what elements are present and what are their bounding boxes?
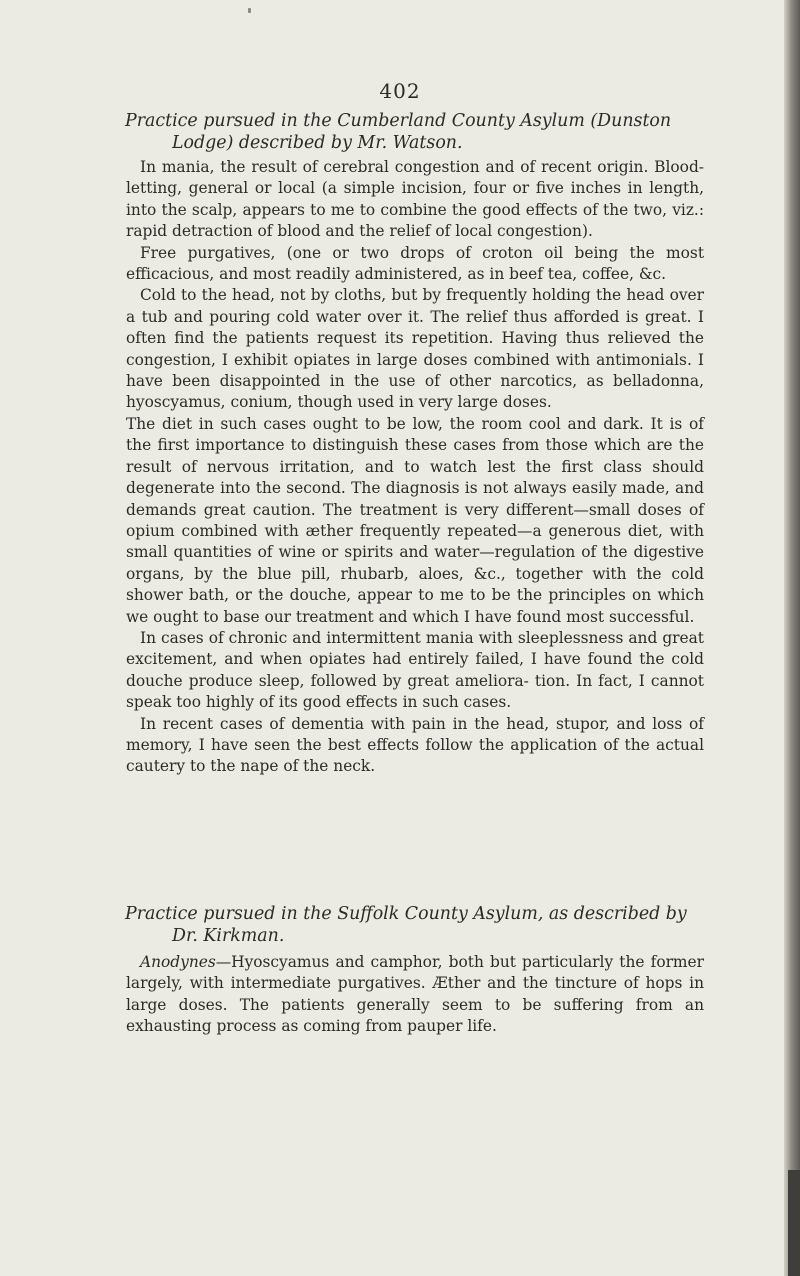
- paragraph-text: —Hyoscyamus and camphor, both but particularly the former largely, with intermediate purgatives. Æther and the tincture of hops in large doses. The patients generally seem to be suffering from an exhausting process as coming from pauper life.: [126, 953, 704, 1036]
- paragraph: In mania, the result of cerebral congestion and of recent origin. Blood-letting, general or local (a simple incision, four or five inches in length, into the scalp, appears to me to combine the good effects of the two, viz.: rapid detraction of blood and the relief of local congestion).: [126, 158, 704, 241]
- page-edge-dark: [788, 1170, 800, 1276]
- section-title-line: Lodge) described by Mr. Watson.: [172, 132, 463, 153]
- section-body-suffolk: [126, 952, 704, 1038]
- paragraph: [126, 952, 704, 1038]
- paragraph: In recent cases of dementia with pain in the head, stupor, and loss of memory, I have seen the best effects follow the application of the actual cautery to the nape of the neck.: [126, 714, 704, 776]
- paragraph: Free purgatives, (one or two drops of croton oil being the most efficacious, and most readily administered, as in beef tea, coffee, &c.: [126, 243, 704, 284]
- paragraph-lead: Anodynes: [140, 953, 216, 971]
- section-title-line: Practice pursued in the Cumberland County Asylum (Dunston: [125, 111, 672, 131]
- page-edge-shadow: [784, 0, 800, 1276]
- corner-mark: [248, 8, 251, 13]
- paragraph: Cold to the head, not by cloths, but by frequently holding the head over a tub and pouring cold water over it. The relief thus afforded is great. I often find the patients request its repetition. Having thus relieved the congestion, I exhibit opiates in large doses combined with antimonials. I have been disappointed in the use of other narcotics, as belladonna, hyoscyamus, conium, though used in very large doses.: [126, 286, 704, 412]
- section-title-cumberland: [125, 111, 705, 154]
- page-number: 402: [379, 79, 421, 103]
- section-title-suffolk: [125, 904, 705, 947]
- paragraph: The diet in such cases ought to be low, the room cool and dark. It is of the first importance to distinguish these cases from those which are the result of nervous irritation, and to watch lest the first class should degenerate into the second. The diagnosis is not always easily made, and demands great caution. The treatment is very different—small doses of opium combined with æther frequently repeated—a generous diet, with small quantities of wine or spirits and water—regulation of the digestive organs, by the blue pill, rhubarb, aloes, &c., together with the cold shower bath, or the douche, appear to me to be the principles on which we ought to base our treatment and which I have found most successful.: [126, 414, 704, 626]
- section-title-line: Practice pursued in the Suffolk County Asylum, as described by: [125, 904, 687, 924]
- section-title-line: Dr. Kirkman.: [172, 925, 285, 946]
- paragraph: In cases of chronic and intermittent mania with sleeplessness and great excitement, and when opiates had entirely failed, I have found the cold douche produce sleep, followed by great ameliora- tion. In fact, I cannot speak too highly of its good effects in such cases.: [126, 628, 704, 712]
- section-body-cumberland: [126, 157, 704, 778]
